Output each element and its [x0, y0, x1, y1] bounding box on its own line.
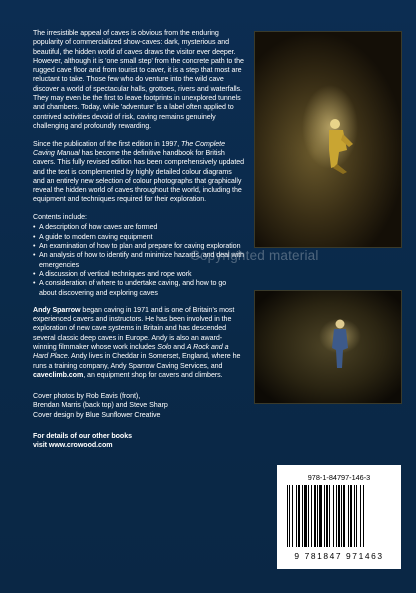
- intro-paragraph-2: [33, 140, 245, 205]
- film-title-2: A Rock and a Hard Place: [33, 342, 229, 361]
- intro-p2-end: has become the definitive handbook for British cavers. This fully revised edition has been comprehensively updated and the text is complemented by highly detailed colour diagrams and an entirely new selection of colour photographs that graphically reveal the hidden world of caves throughout the world, including the equipment and techniques required for their exploration.: [33, 148, 245, 204]
- isbn-number: 978-1-84797-146-3: [307, 473, 371, 482]
- credit-line-2: Brendan Marris (back top) and Steve Sharp: [33, 401, 168, 410]
- footer-line-2: visit www.crowood.com: [33, 441, 113, 450]
- caver-figure-icon: [325, 316, 355, 371]
- author-bio: [33, 306, 245, 380]
- intro-p2-start: Since the publication of the first edition in 1997,: [33, 139, 182, 148]
- blurb-column: [33, 29, 245, 451]
- cave-photo-bottom: [254, 290, 402, 404]
- author-name: Andy Sparrow: [33, 305, 81, 314]
- credit-line-3: Cover design by Blue Sunflower Creative: [33, 410, 161, 419]
- author-bio-c: , an equipment shop for cavers and climbers.: [83, 370, 223, 379]
- footer-line-1: For details of our other books: [33, 432, 133, 441]
- shop-website: caveclimb.com: [33, 370, 84, 379]
- film-title-1: Solo: [157, 342, 172, 351]
- author-bio-a: began caving in 1971 and is one of Britain's most experienced cavers and instructors. He has been involved in the exploration of new cave systems in Britain and has descended several classic deep caves in Europe. Andy is also an award-winning filmmaker whose work includes: [33, 305, 235, 351]
- contents-item: • A description of how caves are formed: [33, 223, 245, 232]
- photo-credits: [33, 392, 245, 420]
- credit-line-1: Cover photos by Rob Eavis (front),: [33, 392, 141, 401]
- publisher-footer: [33, 432, 245, 451]
- author-bio-and: and: [171, 342, 187, 351]
- author-bio-b: . Andy lives in Cheddar in Somerset, England, where he runs a training company, Andy Sparrow Caving Services, and: [33, 352, 241, 370]
- contents-item: • A consideration of where to undertake caving, and how to go about discovering and exploring caves: [33, 279, 245, 298]
- contents-item: • An examination of how to plan and prepare for caving exploration: [33, 242, 245, 251]
- book-title: The Complete Caving Manual: [33, 139, 226, 157]
- contents-heading: Contents include:: [33, 213, 87, 222]
- barcode-bars-icon: [285, 485, 393, 549]
- contents-item: • A discussion of vertical techniques and rope work: [33, 270, 245, 279]
- caver-figure-icon: [317, 116, 357, 176]
- barcode-digits: 9 781847 971463: [294, 551, 384, 561]
- copyright-watermark: Copyrighted material: [190, 248, 319, 263]
- isbn-barcode: [277, 465, 401, 569]
- cave-photo-top: [254, 31, 402, 248]
- contents-item: • A guide to modern caving equipment: [33, 233, 245, 242]
- contents-item: • An analysis of how to identify and minimize hazards, and deal with emergencies: [33, 251, 245, 270]
- intro-paragraph-1: The irresistible appeal of caves is obvious from the enduring popularity of commercialized show-caves: dark, mysterious and beautiful, the hidden world of caves draws the visitor ever deeper. However, although it is 'one small step' from the concrete path to the rugged cave floor and from tourist to caver, it is a step that most are reluctant to take. Those few who do venture into the wild cave discover a world of spectacular halls, grottoes, rivers and waterfalls. They may even be the first to leave footprints in unexplored tunnels and chambers. Today, while 'adventure' is a label often applied to contrived activities devoid of risk, caving remains genuinely challenging and profoundly rewarding.: [33, 29, 244, 130]
